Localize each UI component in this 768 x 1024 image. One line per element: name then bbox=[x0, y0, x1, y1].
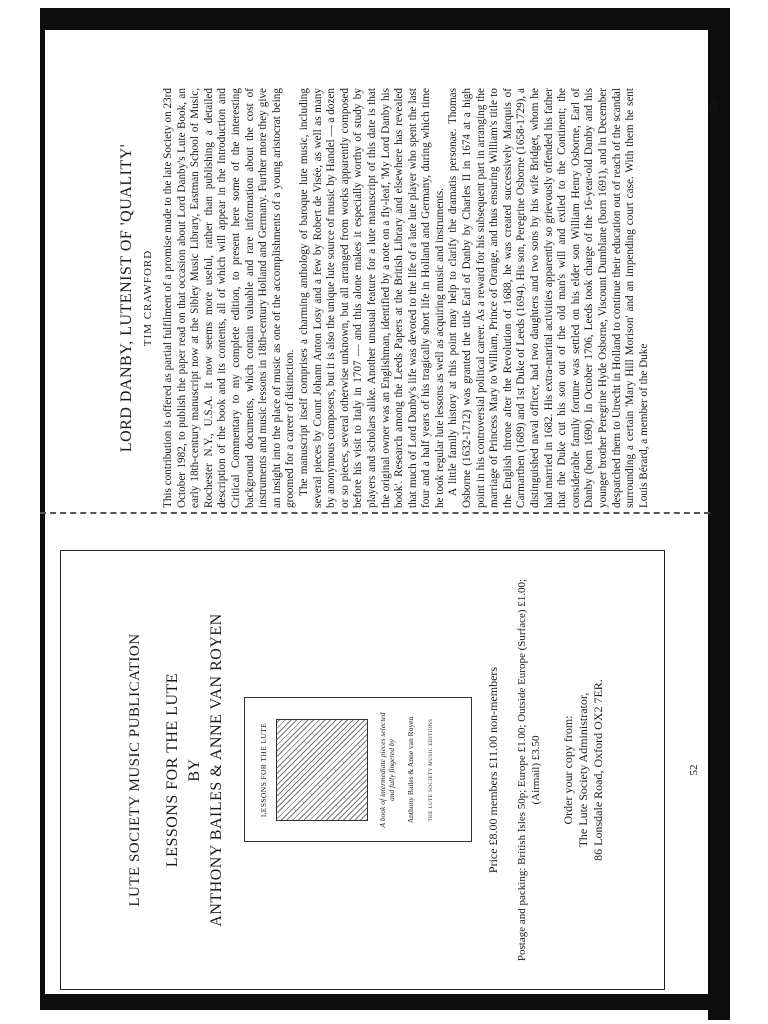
advert-frame bbox=[60, 550, 665, 990]
cover-subtitle: A book of intermediate pieces selected and fully fingered by bbox=[378, 712, 396, 828]
page-gutter bbox=[40, 512, 710, 514]
article-page bbox=[110, 88, 720, 508]
advert-price: Price £8.00 members £11.00 non-members bbox=[486, 666, 500, 874]
article-paragraph: A little family history at this point may help to clarify the dramatis personae. Thomas Osborne (1632-1712) was granted the title Earl of Danby by Charles II in 1674 at a high point in his controversial political career. As a reward for his subsequent part in arranging the marriage of Princess Mary to William, Prince of Orange, and thus ensuring William's title to the English throne after the Revolution of 1688, he was created successively Marquis of Carmarthen (1689) and 1st Duke of Leeds (1694). His son, Peregrine Osborne (1658-1729), a distinguished naval officer, had two daughters and two sons by his wife Bridget, whom he had married in 1682. His extra-marital activities apparently so grievously offended his father that the Duke cut his son out of the old man's will and exiled to the Continent; the considerable family fortune was settled on his elder son William Henry Osborne, Earl of Danby (born 1690). In October 1706, Leeds took charge of the 16-year-old Danby and his younger brother Peregrine Hyde Osborne, Viscount Dumblane (born 1691), and in December despatched them to Utrecht in Holland to continue their education out of reach of the scandal surrounding a certain 'Mary Hill Morison' and an impending court case. With them he sent Louis Bérard, a member of the Duke bbox=[447, 88, 650, 508]
order-address: 86 Lonsdale Road, Oxford OX2 7ER. bbox=[591, 679, 605, 861]
article-paragraph: This contribution is offered as partial fulfilment of a promise made to the late Society on 23rd October 1982, to publish the paper read on that occasion about Lord Danby's Lute Book, an early 18th-century manuscript now at the Sibley Music Library, Eastman School of Music, Rochester N.Y., U.S.A. It now seems more useful, rather than publishing a detailed description of the book and its contents, all of which will appear in the Introduction and Critical Commentary to my complete edition, to present here some of the interesting background documents, which contain valuable and rare information about the cost of instruments and music lessons in 18th-century Holland and Germany. Further more they give an insight into the place of music as one of the accomplishments of a young aristocrat being groomed for a career of distinction. bbox=[162, 88, 297, 508]
order-name: The Lute Society Administrator, bbox=[576, 692, 590, 848]
page-number-53: 53 bbox=[708, 100, 720, 111]
cover-publisher: THE LUTE SOCIETY MUSIC EDITIONS bbox=[429, 718, 434, 822]
advert-by: BY bbox=[186, 758, 203, 782]
advert-page bbox=[60, 535, 730, 1005]
cover-title: LESSONS FOR THE LUTE bbox=[259, 722, 268, 818]
scan-edge-left bbox=[40, 8, 45, 1010]
article-author: TIM CRAWFORD bbox=[142, 249, 154, 347]
book-cover-image bbox=[244, 698, 472, 843]
article-title: LORD DANBY, LUTENIST OF 'QUALITY' bbox=[118, 143, 135, 453]
advert-order bbox=[561, 569, 606, 971]
page-number-52: 52 bbox=[688, 764, 700, 776]
lute-player-illustration bbox=[276, 719, 368, 821]
article-paragraph: The manuscript itself comprises a charming anthology of baroque lute music, including several pieces by Count Johann Anton Losy and a few by Robert de Visée, as well as many by anonymous composers, but it is also the unique lute source of music by Handel — a dozen or so pieces, several otherwise unknown, but all arranged from works apparently composed before his visit to Italy in 1707 — and this alone makes it especially worthy of study by players and scholars alike. Another unusual feature for a lute manuscript of this date is that the original owner was an Englishman, identified by a note on a fly-leaf, 'My Lord Danby his book'. Research among the Leeds Papers at the British Library and elsewhere has revealed that much of Lord Danby's life was devoted to the life of a late lute player who spent the last four and a half years of his tragically short life in Holland and Germany, during which time he took regular lute lessons as well as acquiring music and instruments. bbox=[297, 88, 446, 508]
advert-title: LESSONS FOR THE LUTE bbox=[164, 672, 181, 868]
order-heading: Order your copy from: bbox=[561, 715, 575, 825]
cover-authors: Anthony Bailes & Anne van Royen bbox=[406, 716, 415, 824]
scan-edge-top bbox=[40, 8, 720, 30]
advert-publisher: LUTE SOCIETY MUSIC PUBLICATION bbox=[127, 633, 143, 907]
article-body bbox=[162, 88, 651, 508]
advert-authors: ANTHONY BAILES & ANNE VAN ROYEN bbox=[208, 613, 225, 927]
advert-postage: Postage and packing: British Isles 50p; Europe £1.00; Outside Europe (Surface) £1.00; (Airmail) £3.50 bbox=[516, 578, 542, 962]
